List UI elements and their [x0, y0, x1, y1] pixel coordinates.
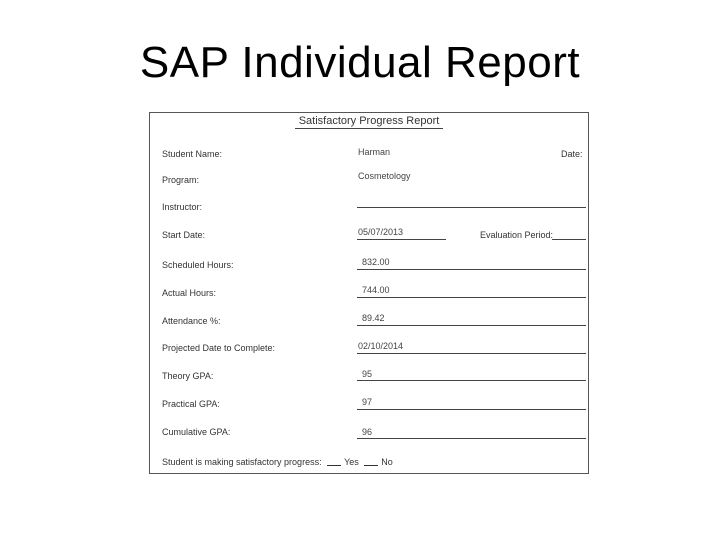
slide-title: SAP Individual Report [139, 38, 581, 87]
cumulative-gpa-line [357, 438, 586, 439]
theory-gpa-line [357, 380, 586, 381]
projected-date-line [357, 353, 586, 354]
evaluation-period-label: Evaluation Period: [480, 230, 554, 240]
start-date-value: 05/07/2013 [358, 227, 404, 237]
practical-gpa-label: Practical GPA: [162, 399, 220, 409]
actual-hours-line [357, 297, 586, 298]
no-checkbox-blank[interactable] [364, 465, 378, 466]
cumulative-gpa-value: 96 [362, 427, 373, 437]
satisfactory-progress-label: Student is making satisfactory progress: [162, 457, 322, 467]
report-header: Satisfactory Progress Report [295, 115, 444, 129]
projected-date-label: Projected Date to Complete: [162, 343, 276, 353]
program-label: Program: [162, 175, 200, 185]
scheduled-hours-label: Scheduled Hours: [162, 260, 234, 270]
attendance-line [357, 325, 586, 326]
attendance-label: Attendance %: [162, 316, 221, 326]
yes-checkbox-blank[interactable] [327, 465, 341, 466]
evaluation-period-line [552, 239, 586, 240]
theory-gpa-value: 95 [362, 369, 373, 379]
attendance-value: 89.42 [362, 313, 385, 323]
yes-option-label: Yes [344, 457, 359, 467]
instructor-line [357, 207, 586, 208]
practical-gpa-value: 97 [362, 397, 373, 407]
actual-hours-value: 744.00 [362, 285, 390, 295]
date-label: Date: [561, 149, 583, 159]
scheduled-hours-value: 832.00 [362, 257, 390, 267]
actual-hours-label: Actual Hours: [162, 288, 217, 298]
theory-gpa-label: Theory GPA: [162, 371, 214, 381]
practical-gpa-line [357, 409, 586, 410]
instructor-label: Instructor: [162, 202, 203, 212]
no-option-label: No [381, 457, 393, 467]
satisfactory-progress-report [149, 112, 589, 474]
student-name-label: Student Name: [162, 149, 223, 159]
start-date-label: Start Date: [162, 230, 206, 240]
program-value: Cosmetology [358, 171, 411, 181]
student-name-value: Harman [358, 147, 391, 157]
projected-date-value: 02/10/2014 [358, 341, 404, 351]
cumulative-gpa-label: Cumulative GPA: [162, 427, 231, 437]
start-date-line [357, 239, 446, 240]
satisfactory-progress-row [162, 457, 393, 467]
scheduled-hours-line [357, 269, 586, 270]
